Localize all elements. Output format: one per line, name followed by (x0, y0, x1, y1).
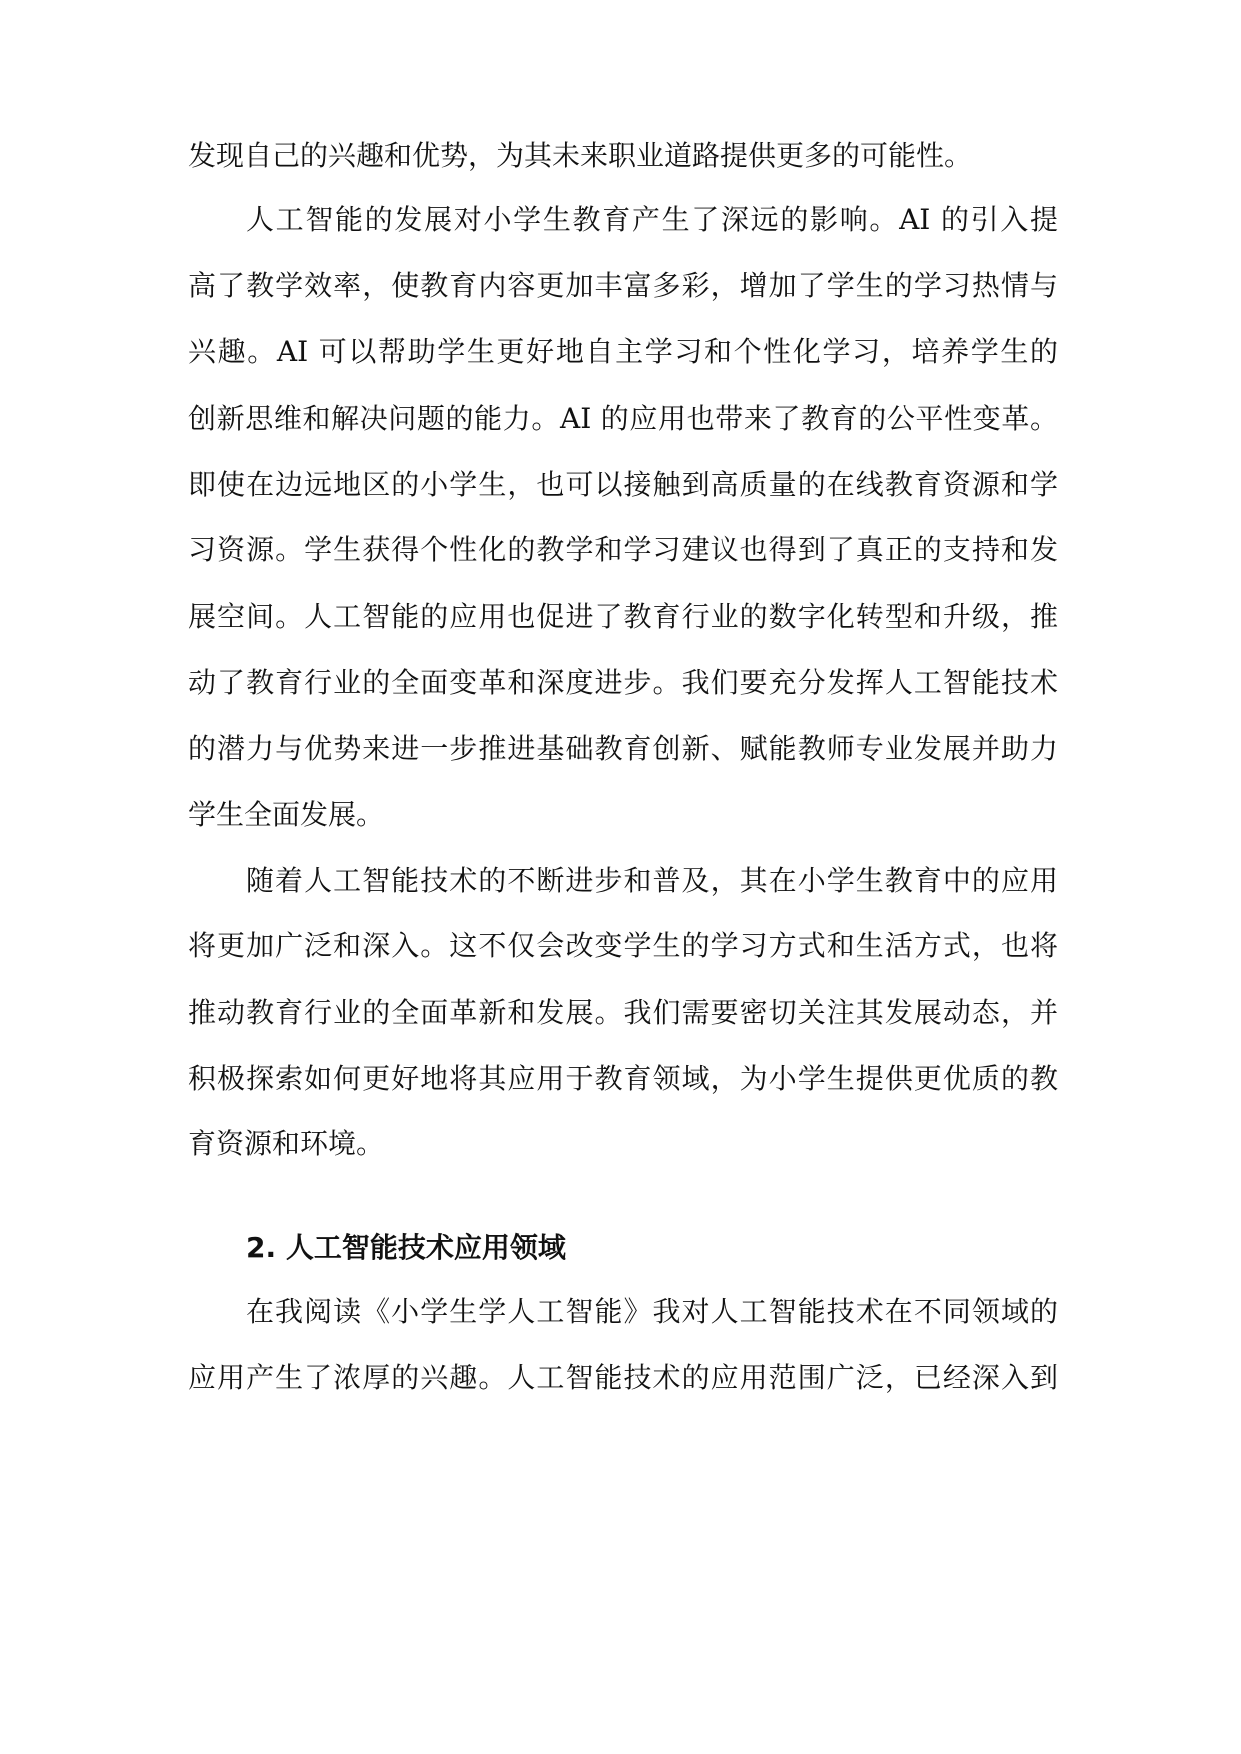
paragraph-line: 积极探索如何更好地将其应用于教育领域，为小学生提供更优质的教 (188, 1062, 1058, 1095)
paragraph-line: 动了教育行业的全面变革和深度进步。我们要充分发挥人工智能技术 (188, 666, 1058, 699)
paragraph-line: 育资源和环境。 (188, 1127, 385, 1160)
paragraph-line: 即使在边远地区的小学生，也可以接触到高质量的在线教育资源和学 (188, 468, 1058, 501)
paragraph-line: 人工智能的发展对小学生教育产生了深远的影响。AI 的引入提 (246, 203, 1058, 236)
paragraph-line: 展空间。人工智能的应用也促进了教育行业的数字化转型和升级，推 (188, 600, 1058, 633)
section-heading: 2. 人工智能技术应用领域 (246, 1231, 566, 1264)
paragraph-line: 推动教育行业的全面革新和发展。我们需要密切关注其发展动态，并 (188, 996, 1058, 1029)
paragraph-line: 发现自己的兴趣和优势，为其未来职业道路提供更多的可能性。 (188, 139, 973, 172)
paragraph-line: 应用产生了浓厚的兴趣。人工智能技术的应用范围广泛，已经深入到 (188, 1361, 1058, 1394)
paragraph-line: 在我阅读《小学生学人工智能》我对人工智能技术在不同领域的 (246, 1295, 1058, 1328)
paragraph-line: 学生全面发展。 (188, 798, 385, 831)
paragraph-line: 创新思维和解决问题的能力。AI 的应用也带来了教育的公平性变革。 (188, 402, 1058, 435)
paragraph-line: 习资源。学生获得个性化的教学和学习建议也得到了真正的支持和发 (188, 533, 1058, 566)
paragraph-line: 的潜力与优势来进一步推进基础教育创新、赋能教师专业发展并助力 (188, 732, 1058, 765)
paragraph-line: 兴趣。AI 可以帮助学生更好地自主学习和个性化学习，培养学生的 (188, 335, 1058, 368)
paragraph-line: 随着人工智能技术的不断进步和普及，其在小学生教育中的应用 (246, 864, 1058, 897)
paragraph-line: 高了教学效率，使教育内容更加丰富多彩，增加了学生的学习热情与 (188, 269, 1058, 302)
paragraph-line: 将更加广泛和深入。这不仅会改变学生的学习方式和生活方式，也将 (188, 929, 1058, 962)
